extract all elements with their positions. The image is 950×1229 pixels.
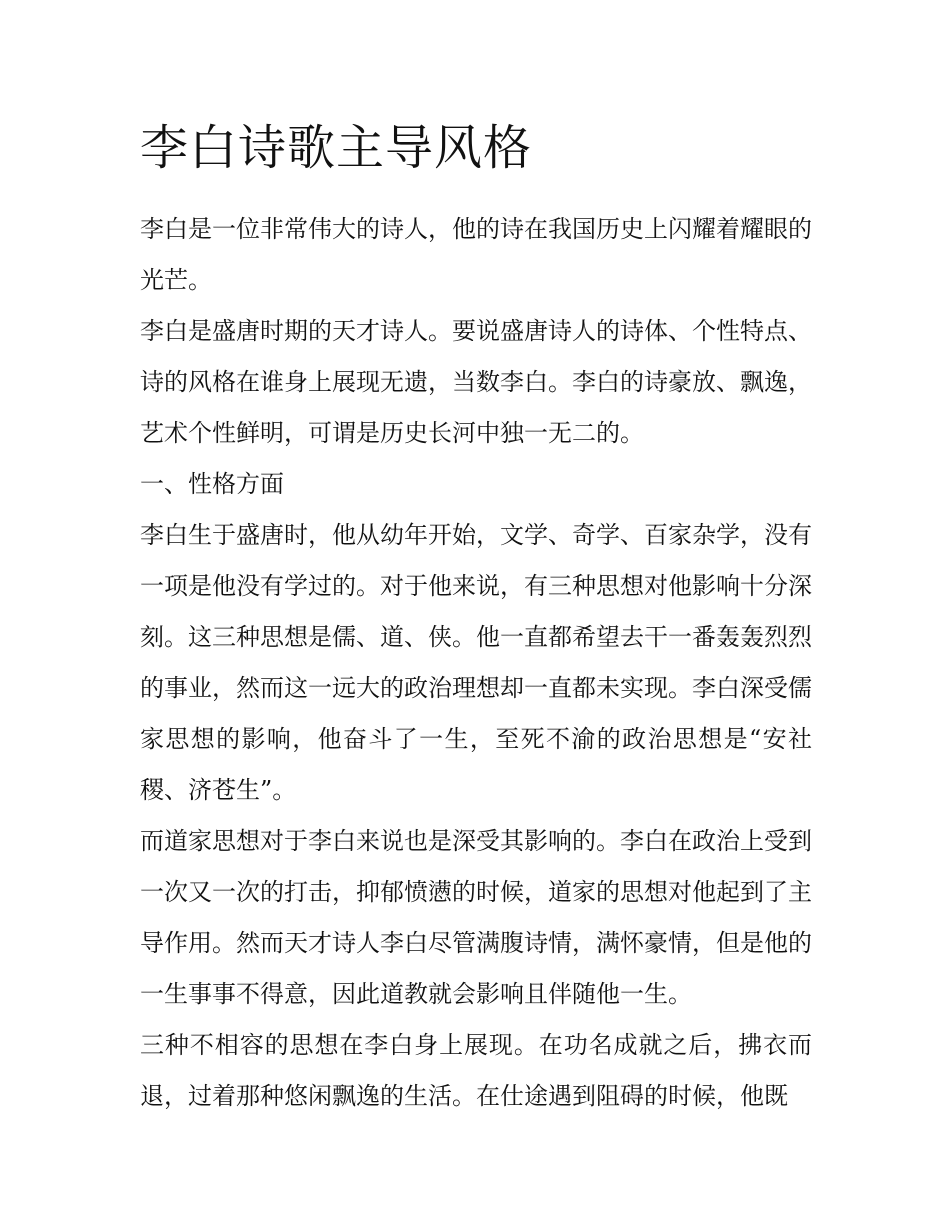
paragraph-intro: 李白是一位非常伟大的诗人，他的诗在我国历史上闪耀着耀眼的光芒。	[140, 215, 812, 294]
paragraph-taoist: 而道家思想对于李白来说也是深受其影响的。李白在政治上受到一次又一次的打击，抑郁愤懑的时候，道家的思想对他起到了主导作用。然而天才诗人李白尽管满腹诗情，满怀豪情，但是他的一生事事不得意，因此道教就会影响且伴随他一生。	[140, 827, 812, 1008]
document-title: 李白诗歌主导风格	[140, 120, 533, 176]
document-body	[140, 112, 812, 1122]
paragraph-three-thoughts: 三种不相容的思想在李白身上展现。在功名成就之后，拂衣而退，过着那种悠闲飘逸的生活。在仕途遇到阻碍的时候，他既	[140, 1031, 812, 1110]
paragraph-confucian: 李白生于盛唐时，他从幼年开始，文学、奇学、百家杂学，没有一项是他没有学过的。对于他来说，有三种思想对他影响十分深刻。这三种思想是儒、道、侠。他一直都希望去干一番轰轰烈烈的事业，然而这一远大的政治理想却一直都未实现。李白深受儒家思想的影响，他奋斗了一生，至死不渝的政治思想是“安社稷、济苍生”。	[140, 521, 812, 804]
paragraph-overview: 李白是盛唐时期的天才诗人。要说盛唐诗人的诗体、个性特点、诗的风格在谁身上展现无遗，当数李白。李白的诗豪放、飘逸，艺术个性鲜明，可谓是历史长河中独一无二的。	[140, 317, 812, 447]
section-heading-personality: 一、性格方面	[140, 470, 284, 498]
